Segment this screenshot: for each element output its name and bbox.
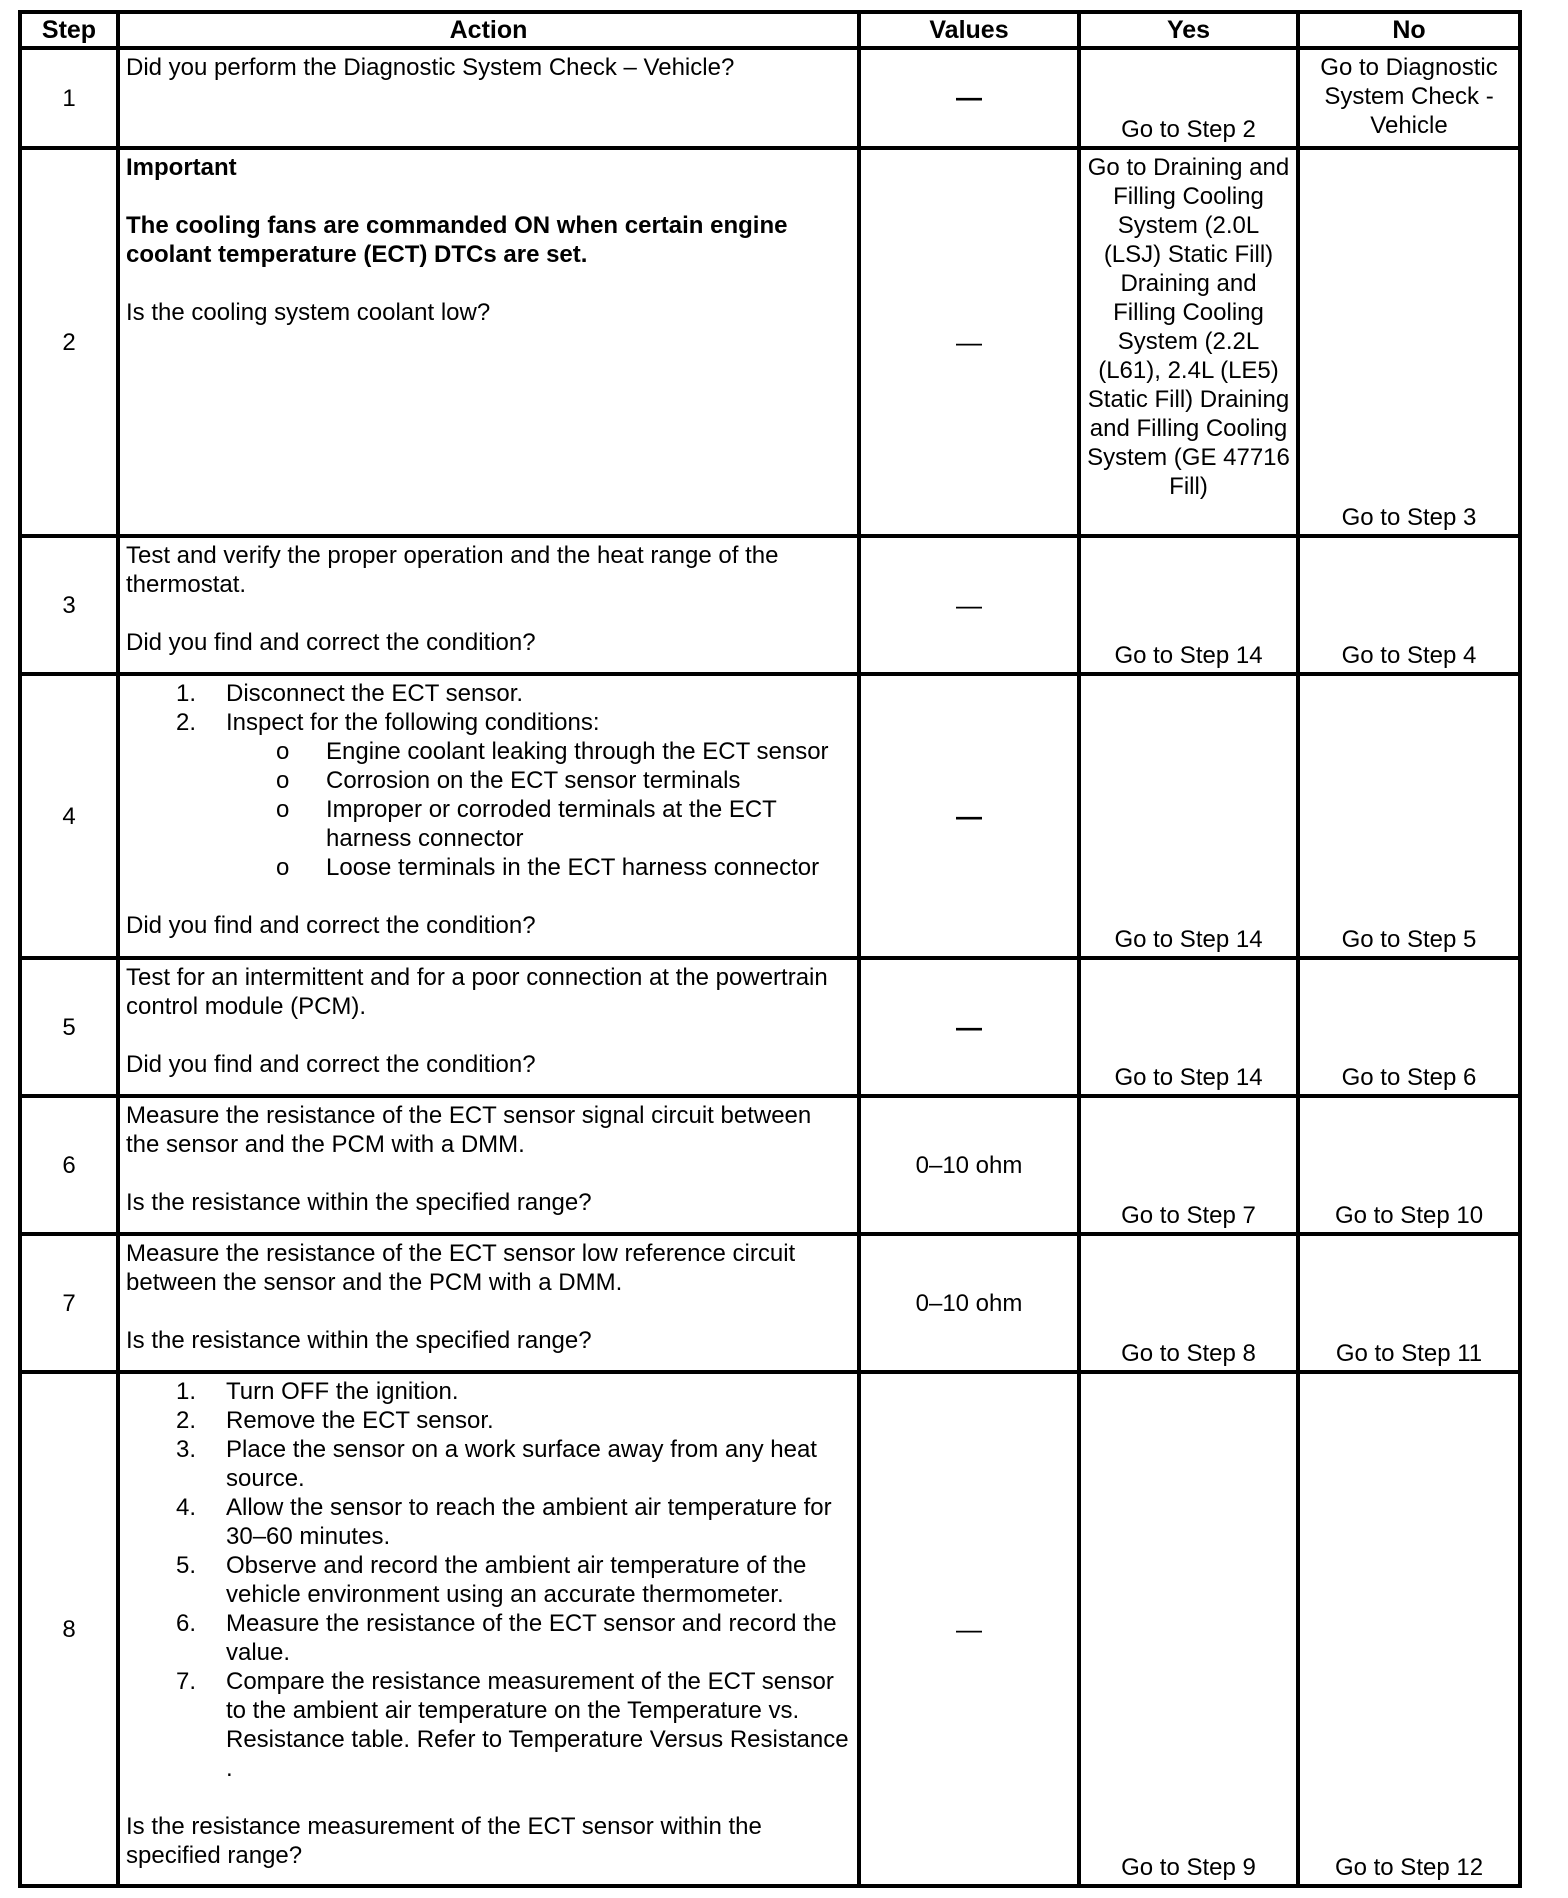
step-number: 5 [20, 958, 118, 1096]
action-cell [118, 1234, 859, 1372]
values-cell [859, 536, 1079, 674]
step-number: 8 [20, 1372, 118, 1886]
list-item: 1. Disconnect the ECT sensor. [176, 680, 524, 708]
action-question: Did you find and correct the condition? [126, 1051, 536, 1079]
value-text: — [956, 589, 982, 620]
diagnostic-table-wrapper [18, 10, 1518, 1888]
action-question: Did you find and correct the condition? [126, 912, 536, 940]
values-cell [859, 148, 1079, 537]
important-note: The cooling fans are commanded ON when certain engine coolant temperature (ECT) DTCs are set. [126, 211, 788, 268]
values-cell [859, 674, 1079, 958]
no-cell: Go to Diagnostic System Check - Vehicle [1298, 48, 1520, 148]
table-row [20, 1372, 1520, 1886]
table-row [20, 1234, 1520, 1372]
action-question: Is the resistance measurement of the ECT sensor within the specified range? [126, 1813, 762, 1870]
action-cell [118, 1096, 859, 1234]
yes-cell: Go to Step 14 [1079, 958, 1298, 1096]
numbered-list [126, 679, 851, 737]
diagnostic-table [18, 10, 1522, 1888]
list-item: o Improper or corroded terminals at the ECT harness connector [276, 796, 777, 853]
action-question: Did you find and correct the condition? [126, 629, 536, 657]
no-cell: Go to Step 3 [1298, 148, 1520, 537]
yes-cell: Go to Draining and Filling Cooling System (2.0L (LSJ) Static Fill) Draining and Filling Cooling System (2.2L (L61), 2.4L (LE5) Static Fill) Draining and Filling Cooling System (GE 47716 Fill) [1079, 148, 1298, 537]
action-cell [118, 674, 859, 958]
value-text: — [956, 1613, 982, 1644]
yes-cell: Go to Step 7 [1079, 1096, 1298, 1234]
list-item: 3. Place the sensor on a work surface away from any heat source. [176, 1436, 817, 1493]
action-question: Is the resistance within the specified range? [126, 1189, 592, 1217]
yes-cell: Go to Step 8 [1079, 1234, 1298, 1372]
step-number: 2 [20, 148, 118, 537]
no-cell: Go to Step 4 [1298, 536, 1520, 674]
action-question: Did you perform the Diagnostic System Check – Vehicle? [126, 54, 735, 81]
step-number: 1 [20, 48, 118, 148]
action-intro: Measure the resistance of the ECT sensor signal circuit between the sensor and the PCM with a DMM. [126, 1102, 812, 1159]
yes-cell: Go to Step 14 [1079, 674, 1298, 958]
list-item: o Engine coolant leaking through the ECT sensor [276, 738, 829, 766]
header-yes: Yes [1079, 12, 1298, 48]
action-question: Is the cooling system coolant low? [126, 298, 491, 326]
step-number: 4 [20, 674, 118, 958]
list-item: 4. Allow the sensor to reach the ambient air temperature for 30–60 minutes. [176, 1494, 832, 1551]
no-cell: Go to Step 10 [1298, 1096, 1520, 1234]
action-intro: Test for an intermittent and for a poor connection at the powertrain control module (PCM). [126, 964, 828, 1021]
step-number: 3 [20, 536, 118, 674]
table-row [20, 536, 1520, 674]
header-action: Action [118, 12, 859, 48]
action-cell [118, 48, 859, 148]
no-cell: Go to Step 5 [1298, 674, 1520, 958]
yes-cell: Go to Step 14 [1079, 536, 1298, 674]
yes-cell: Go to Step 9 [1079, 1372, 1298, 1886]
values-cell [859, 958, 1079, 1096]
table-row [20, 148, 1520, 537]
action-cell [118, 148, 859, 537]
action-cell [118, 958, 859, 1096]
list-item: 1. Turn OFF the ignition. [176, 1378, 459, 1406]
header-values: Values [859, 12, 1079, 48]
list-item: o Loose terminals in the ECT harness connector [276, 854, 820, 882]
table-row [20, 48, 1520, 148]
no-cell: Go to Step 12 [1298, 1372, 1520, 1886]
list-item: o Corrosion on the ECT sensor terminals [276, 767, 741, 795]
values-cell [859, 1372, 1079, 1886]
table-row [20, 958, 1520, 1096]
list-item: 7. Compare the resistance measurement of the ECT sensor to the ambient air temperature on the Temperature vs. Resistance table. Refer to Temperature Versus Resistance . [176, 1668, 849, 1783]
step-number: 7 [20, 1234, 118, 1372]
list-item: 2. Remove the ECT sensor. [176, 1407, 494, 1435]
important-heading: Important [126, 153, 237, 181]
action-intro: Test and verify the proper operation and the heat range of the thermostat. [126, 542, 779, 599]
values-cell [859, 48, 1079, 148]
value-text: — [956, 326, 982, 357]
header-row [20, 12, 1520, 48]
action-intro: Measure the resistance of the ECT sensor low reference circuit between the sensor and the PCM with a DMM. [126, 1240, 796, 1297]
bullet-list [126, 737, 851, 882]
list-item: 2. Inspect for the following conditions: [176, 709, 600, 737]
action-cell [118, 1372, 859, 1886]
no-cell: Go to Step 11 [1298, 1234, 1520, 1372]
value-text: — [956, 800, 982, 831]
table-row [20, 674, 1520, 958]
value-text: — [956, 1011, 982, 1042]
value-text: — [956, 82, 982, 113]
action-cell [118, 536, 859, 674]
values-cell: 0–10 ohm [859, 1096, 1079, 1234]
action-question: Is the resistance within the specified range? [126, 1327, 592, 1355]
values-cell: 0–10 ohm [859, 1234, 1079, 1372]
yes-cell: Go to Step 2 [1079, 48, 1298, 148]
table-row [20, 1096, 1520, 1234]
no-cell: Go to Step 6 [1298, 958, 1520, 1096]
header-step: Step [20, 12, 118, 48]
list-item: 6. Measure the resistance of the ECT sensor and record the value. [176, 1610, 837, 1667]
list-item: 5. Observe and record the ambient air temperature of the vehicle environment using an accurate thermometer. [176, 1552, 807, 1609]
numbered-list [126, 1377, 851, 1783]
step-number: 6 [20, 1096, 118, 1234]
header-no: No [1298, 12, 1520, 48]
